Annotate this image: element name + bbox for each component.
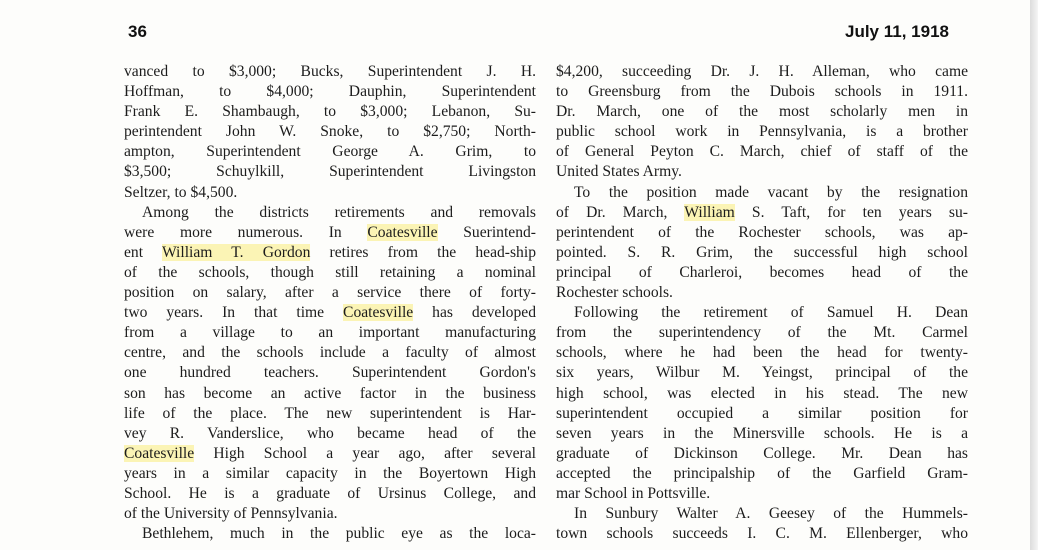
- text-line: [124, 283, 536, 303]
- text-line: [124, 223, 536, 243]
- text-line: [556, 263, 968, 283]
- search-highlight: Coatesville: [124, 444, 195, 462]
- line-text: mar School in Pottsville.: [556, 484, 711, 502]
- line-text: from the superintendency of the Mt. Carmel: [556, 324, 968, 342]
- line-text: of the schools, though still retaining a nominal: [124, 263, 536, 281]
- text-line: [124, 524, 536, 543]
- line-text: $3,500; Schuylkill, Superintendent Livingston: [124, 163, 536, 181]
- line-text: centre, and the schools include a faculty of almost: [124, 344, 536, 362]
- line-text: graduate of Dickinson College. Mr. Dean has: [556, 444, 968, 462]
- text-line: [556, 464, 968, 484]
- line-text: son has become an active factor in the business: [124, 384, 536, 402]
- line-text: superintendent occupied a similar position for: [556, 404, 968, 422]
- text-line: [124, 323, 536, 343]
- text-line: [556, 424, 968, 444]
- text-line: [556, 223, 968, 243]
- line-text: perintendent John W. Snoke, to $2,750; North-: [124, 123, 536, 141]
- line-text: In Sunbury Walter A. Geesey of the Hummels-: [574, 505, 968, 523]
- text-line: [556, 504, 968, 524]
- line-text: high school, was elected in his stead. The new: [556, 384, 968, 402]
- line-text: of the University of Pennsylvania.: [124, 505, 338, 523]
- text-line: [124, 162, 536, 182]
- line-text: position on salary, after a service there of forty-: [124, 284, 536, 302]
- line-text: United States Army.: [556, 163, 682, 181]
- text-line: [124, 484, 536, 504]
- text-line: [556, 524, 968, 544]
- text-line: [124, 102, 536, 122]
- line-text: $4,200, succeeding Dr. J. H. Alleman, who came: [556, 63, 968, 80]
- text-line: [124, 142, 536, 162]
- text-line: [124, 303, 536, 323]
- line-text: has developed: [413, 304, 536, 322]
- line-text: to Greensburg from the Dubois schools in 1911.: [556, 83, 968, 101]
- text-line: [124, 183, 536, 203]
- text-line: [124, 404, 536, 424]
- text-line: [124, 243, 536, 263]
- text-line: [124, 444, 536, 464]
- line-text: To the position made vacant by the resignation: [574, 183, 968, 201]
- text-line: [556, 384, 968, 404]
- page-date: July 11, 1918: [845, 22, 949, 41]
- line-text: of General Peyton C. March, chief of staff of the: [556, 143, 968, 161]
- line-text: six years, Wilbur M. Yeingst, principal of the: [556, 364, 968, 382]
- line-text: Rochester schools.: [556, 284, 673, 302]
- line-text: Seltzer, to $4,500.: [124, 183, 238, 201]
- line-text: years in a similar capacity in the Boyertown High: [124, 464, 536, 482]
- text-line: [556, 444, 968, 464]
- line-text: of Dr. March,: [556, 203, 685, 221]
- search-highlight: William: [684, 203, 735, 221]
- line-text: Frank E. Shambaugh, to $3,000; Lebanon, Su-: [124, 103, 536, 121]
- text-line: [556, 484, 968, 504]
- text-line: [124, 263, 536, 283]
- text-line: [124, 363, 536, 383]
- text-line: [556, 183, 968, 203]
- line-text: Suerintend-: [437, 223, 536, 241]
- line-text: Following the retirement of Samuel H. Dean: [574, 304, 968, 322]
- text-line: [124, 62, 536, 82]
- line-text: two years. In that time: [124, 304, 344, 322]
- page-edge: [1030, 0, 1038, 550]
- line-text: High School a year ago, after several: [194, 444, 536, 462]
- line-text: S. Taft, for ten years su-: [734, 203, 968, 221]
- text-line: [124, 122, 536, 142]
- text-line: [556, 404, 968, 424]
- line-text: Among the districts retirements and removals: [142, 203, 536, 221]
- right-column: [556, 62, 968, 544]
- line-text: from a village to an important manufacturing: [124, 324, 536, 342]
- line-text: pointed. S. R. Grim, the successful high school: [556, 243, 968, 261]
- text-line: [556, 82, 968, 102]
- text-line: [556, 122, 968, 142]
- text-line: [124, 82, 536, 102]
- text-line: [556, 363, 968, 383]
- page-number: 36: [128, 22, 147, 41]
- left-column: [124, 62, 536, 543]
- line-text: one hundred teachers. Superintendent Gordon's: [124, 364, 536, 382]
- line-text: perintendent of the Rochester schools, was ap-: [556, 223, 968, 241]
- line-text: life of the place. The new superintendent is Har-: [124, 404, 536, 422]
- text-line: [556, 303, 968, 323]
- search-highlight: Coatesville: [343, 304, 414, 322]
- line-text: Dr. March, one of the most scholarly men in: [556, 103, 968, 121]
- text-line: [556, 62, 968, 82]
- line-text: accepted the principalship of the Garfield Gram-: [556, 464, 968, 482]
- text-line: [124, 384, 536, 404]
- line-text: principal of Charleroi, becomes head of the: [556, 263, 968, 281]
- search-highlight: Coatesville: [367, 223, 438, 241]
- line-text: public school work in Pennsylvania, is a brother: [556, 123, 968, 141]
- text-line: [124, 203, 536, 223]
- text-line: [556, 162, 968, 182]
- line-text: ampton, Superintendent George A. Grim, to: [124, 143, 536, 161]
- text-line: [556, 283, 968, 303]
- text-line: [124, 424, 536, 444]
- text-line: [556, 102, 968, 122]
- text-line: [556, 243, 968, 263]
- line-text: vanced to $3,000; Bucks, Superintendent J. H.: [124, 63, 536, 80]
- line-text: were more numerous. In: [124, 223, 368, 241]
- line-text: town schools succeeds I. C. M. Ellenberger, who: [556, 525, 968, 543]
- text-line: [556, 343, 968, 363]
- line-text: schools, where he had been the head for twenty-: [556, 344, 968, 362]
- line-text: seven years in the Minersville schools. He is a: [556, 424, 968, 442]
- text-line: [556, 203, 968, 223]
- line-text: ent: [124, 243, 162, 261]
- text-line: [124, 504, 536, 524]
- text-line: [124, 464, 536, 484]
- line-text: vey R. Vanderslice, who became head of the: [124, 424, 536, 442]
- line-text: School. He is a graduate of Ursinus College, and: [124, 484, 536, 502]
- text-line: [124, 343, 536, 363]
- line-text: Bethlehem, much in the public eye as the loca-: [142, 525, 536, 543]
- text-line: [556, 323, 968, 343]
- search-highlight: William T. Gordon: [161, 243, 311, 261]
- line-text: Hoffman, to $4,000; Dauphin, Superintendent: [124, 83, 536, 101]
- line-text: retires from the head-ship: [310, 243, 536, 261]
- text-line: [556, 142, 968, 162]
